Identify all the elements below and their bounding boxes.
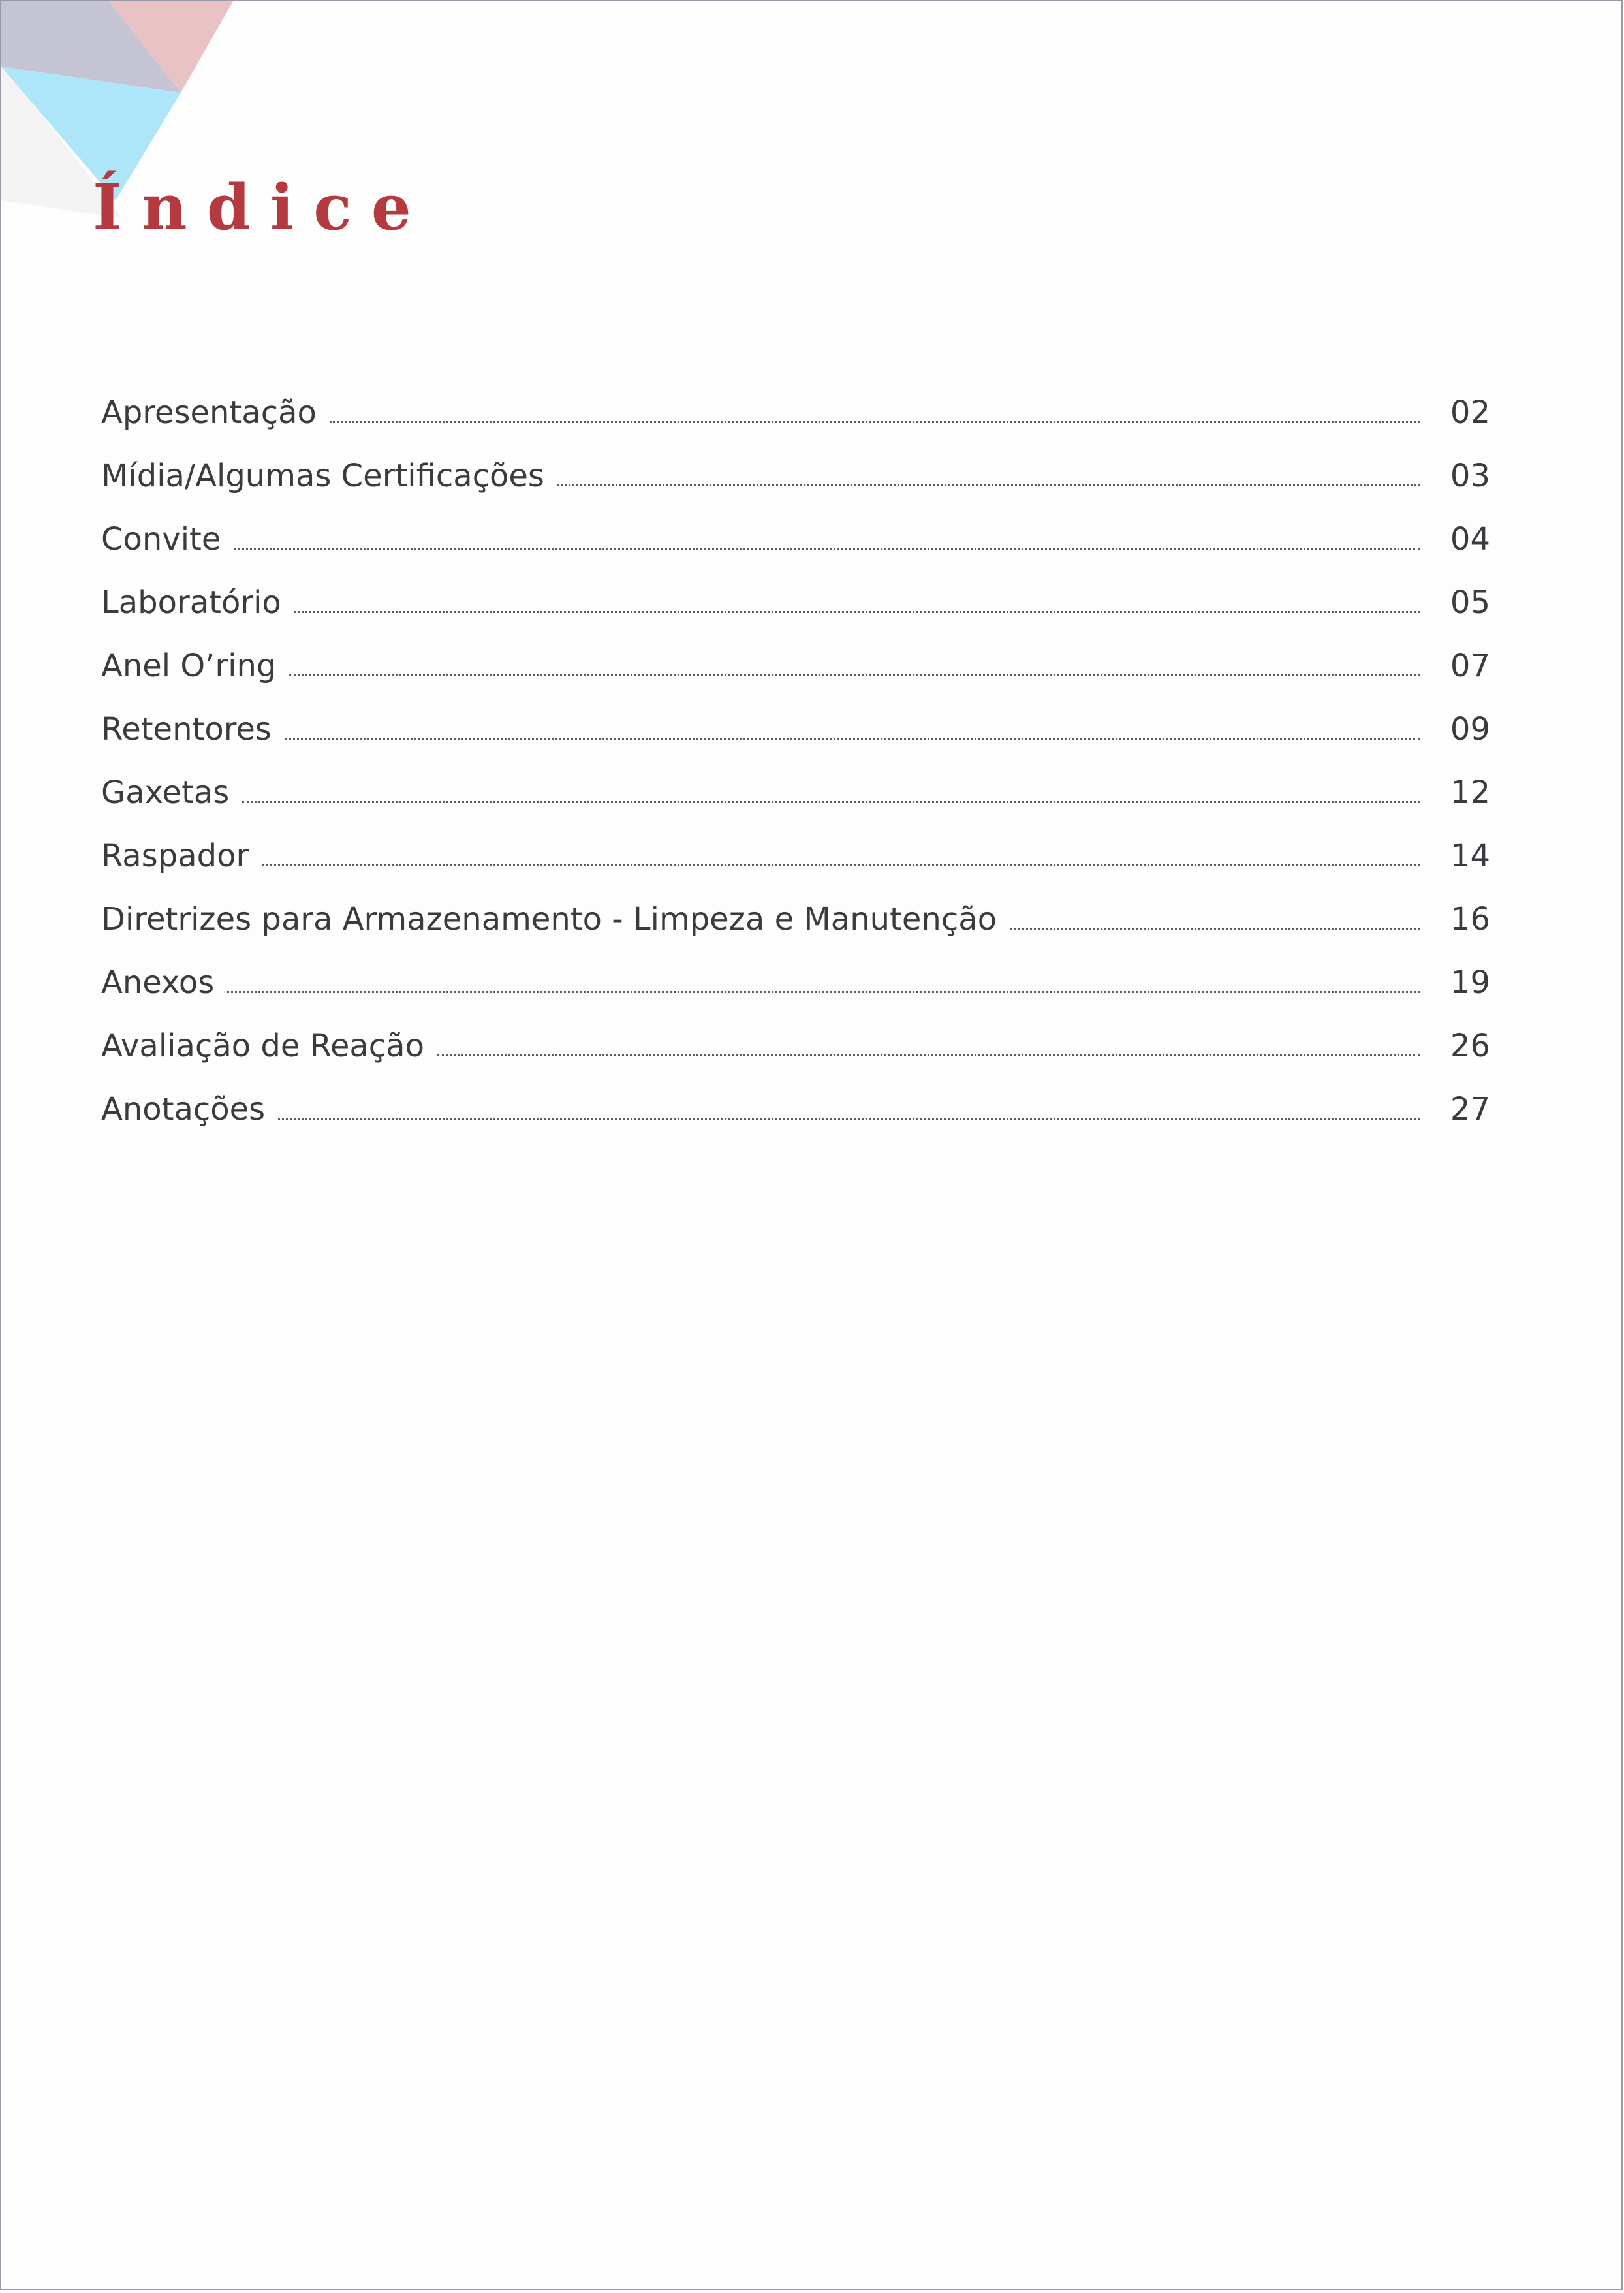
toc-dotted-leader bbox=[278, 1118, 1420, 1120]
toc-entry-page: 07 bbox=[1450, 648, 1490, 684]
table-of-contents bbox=[101, 381, 1490, 1141]
toc-entry[interactable] bbox=[101, 698, 1490, 761]
toc-dotted-leader bbox=[234, 548, 1420, 550]
toc-entry[interactable] bbox=[101, 508, 1490, 571]
toc-entry-page: 16 bbox=[1450, 901, 1490, 938]
toc-entry-label: Anexos bbox=[101, 964, 215, 1001]
toc-entry-page: 19 bbox=[1450, 964, 1490, 1001]
toc-entry[interactable] bbox=[101, 381, 1490, 445]
toc-dotted-leader bbox=[294, 611, 1420, 613]
toc-dotted-leader bbox=[262, 864, 1420, 866]
toc-dotted-leader bbox=[285, 738, 1420, 740]
toc-entry[interactable] bbox=[101, 1015, 1490, 1078]
toc-entry-label: Gaxetas bbox=[101, 774, 230, 811]
toc-entry-label: Raspador bbox=[101, 838, 249, 874]
toc-entry-page: 26 bbox=[1450, 1028, 1490, 1064]
toc-entry-label: Anel O’ring bbox=[101, 648, 277, 684]
toc-dotted-leader bbox=[242, 801, 1420, 803]
toc-dotted-leader bbox=[289, 674, 1420, 676]
toc-entry[interactable] bbox=[101, 1078, 1490, 1141]
toc-entry-page: 14 bbox=[1450, 838, 1490, 874]
toc-entry[interactable] bbox=[101, 825, 1490, 888]
toc-entry-label: Avaliação de Reação bbox=[101, 1028, 424, 1064]
toc-entry-page: 27 bbox=[1450, 1091, 1490, 1128]
toc-dotted-leader bbox=[330, 421, 1420, 423]
toc-entry[interactable] bbox=[101, 445, 1490, 508]
toc-entry[interactable] bbox=[101, 635, 1490, 698]
toc-entry-page: 12 bbox=[1450, 774, 1490, 811]
toc-entry[interactable] bbox=[101, 571, 1490, 635]
toc-entry-page: 04 bbox=[1450, 521, 1490, 558]
toc-entry-label: Apresentação bbox=[101, 394, 317, 431]
toc-entry-label: Mídia/Algumas Certificações bbox=[101, 458, 544, 494]
toc-dotted-leader bbox=[1010, 928, 1420, 930]
toc-entry-label: Retentores bbox=[101, 711, 272, 748]
toc-entry-label: Diretrizes para Armazenamento - Limpeza e Manutenção bbox=[101, 901, 997, 938]
toc-entry-label: Convite bbox=[101, 521, 221, 558]
toc-entry[interactable] bbox=[101, 951, 1490, 1015]
toc-dotted-leader bbox=[227, 991, 1420, 993]
toc-dotted-leader bbox=[557, 484, 1420, 486]
toc-dotted-leader bbox=[437, 1054, 1420, 1056]
toc-entry-page: 05 bbox=[1450, 584, 1490, 621]
page-title: Índice bbox=[93, 170, 431, 244]
toc-entry-page: 09 bbox=[1450, 711, 1490, 748]
toc-entry-label: Anotações bbox=[101, 1091, 266, 1128]
toc-entry-page: 02 bbox=[1450, 394, 1490, 431]
toc-entry[interactable] bbox=[101, 888, 1490, 951]
toc-entry[interactable] bbox=[101, 761, 1490, 825]
toc-entry-label: Laboratório bbox=[101, 584, 281, 621]
toc-entry-page: 03 bbox=[1450, 458, 1490, 494]
